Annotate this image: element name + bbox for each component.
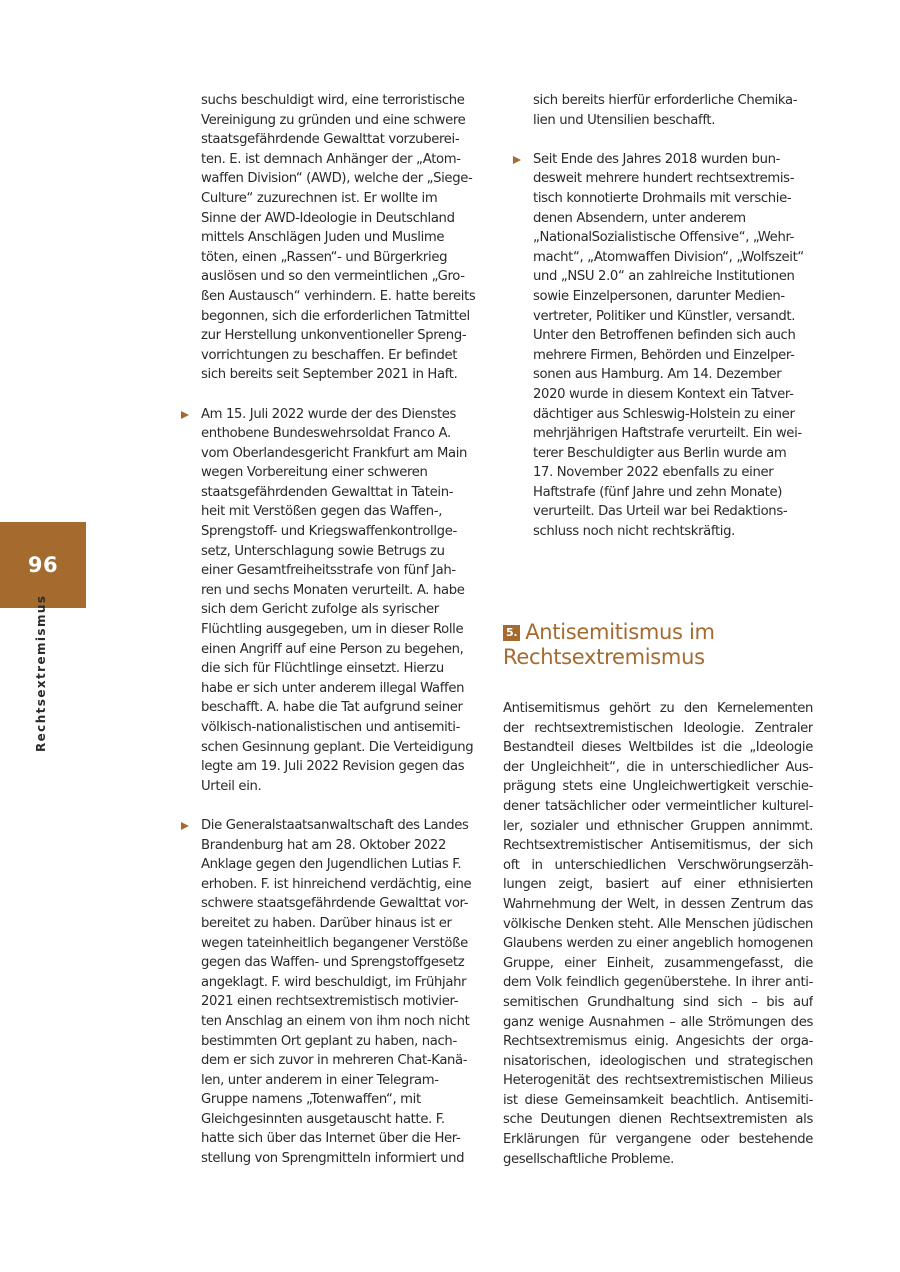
text-line: 17. November 2022 ebenfalls zu einer xyxy=(533,465,774,481)
text-line: 2021 einen rechtsextremistisch motivier- xyxy=(201,994,459,1010)
left-column xyxy=(201,91,485,1169)
text-line: Rechtsextremistischer Antisemitismus, der sich xyxy=(503,838,813,854)
text-line: Unter den Betroffenen befinden sich auch xyxy=(533,328,796,344)
text-line: begonnen, sich die erforderlichen Tatmittel xyxy=(201,308,470,324)
text-line: bereitet zu haben. Darüber hinaus ist er xyxy=(201,915,452,931)
section-title-line2: Rechtsextremismus xyxy=(503,645,705,669)
text-line: zur Herstellung unkonventioneller Spreng- xyxy=(201,328,467,344)
text-line: lungen zeigt, basiert auf einer ethnisierten xyxy=(503,877,813,893)
text-line: staatsgefährdenden Gewalttat in Tatein- xyxy=(201,484,454,500)
side-section-label: Rechtsextremismus xyxy=(34,594,48,752)
right-column xyxy=(533,91,819,542)
section-heading xyxy=(503,620,823,670)
text-line: habe er sich unter anderem illegal Waffen xyxy=(201,680,465,696)
bullet-triangle-icon xyxy=(181,411,189,419)
text-line: Sprengstoff- und Kriegswaffenkontrollge- xyxy=(201,524,457,540)
text-line: Gruppe, einer Einheit, zusammengefasst, die xyxy=(503,955,813,971)
text-line: Urteil ein. xyxy=(201,778,262,794)
text-line: Anklage gegen den Jugendlichen Lutias F. xyxy=(201,857,462,873)
text-line: Am 15. Juli 2022 wurde der des Dienstes xyxy=(201,406,457,422)
text-line: auslösen und so den vermeintlichen „Gro- xyxy=(201,269,465,285)
text-line: nisatorischen, ideologischen und strategischen xyxy=(503,1053,813,1069)
text-line: Die Generalstaatsanwaltschaft des Landes xyxy=(201,817,469,833)
text-line: völkische Denken steht. Alle Menschen jüdischen xyxy=(503,916,813,932)
text-line: Vereinigung zu gründen und eine schwere xyxy=(201,112,466,128)
text-line: suchs beschuldigt wird, eine terroristische xyxy=(201,93,465,108)
text-line: Wahrnehmung der Welt, in dessen Zentrum das xyxy=(503,896,813,912)
text-line: vorrichtungen zu beschaffen. Er befindet xyxy=(201,347,458,363)
text-line: ren und sechs Monaten verurteilt. A. habe xyxy=(201,582,465,598)
text-line: dem Volk feindlich gegenüberstehe. In ihrer anti- xyxy=(503,975,813,991)
text-line: Glaubens werden zu einer angeblich homogenen xyxy=(503,936,813,952)
text-line: ten Anschlag an einem von ihm noch nicht xyxy=(201,1013,470,1029)
text-line: gegen das Waffen- und Sprengstoffgesetz xyxy=(201,955,465,971)
text-line: oft in unterschiedlichen Verschwörungserzäh- xyxy=(503,857,813,873)
left-intro-paragraph xyxy=(201,91,485,385)
text-line: der rechtsextremistischen Ideologie. Zentraler xyxy=(503,720,813,736)
text-line: Sinne der AWD-Ideologie in Deutschland xyxy=(201,210,455,226)
text-line: Brandenburg hat am 28. Oktober 2022 xyxy=(201,837,446,853)
text-line: einer Gesamtfreiheitsstrafe von fünf Jah- xyxy=(201,563,456,579)
text-line: lien und Utensilien beschafft. xyxy=(533,112,716,128)
text-line: töten, einen „Rassen“- und Bürgerkrieg xyxy=(201,249,448,265)
text-line: Culture“ zuzurechnen ist. Er wollte im xyxy=(201,190,438,206)
text-line: Haftstrafe (fünf Jahre und zehn Monate) xyxy=(533,484,783,500)
text-line: schwere staatsgefährdende Gewalttat vor- xyxy=(201,896,469,912)
text-line: ganz wenige Ausnahmen – alle Strömungen des xyxy=(503,1014,813,1030)
text-line: hatte sich über das Internet über die Her- xyxy=(201,1131,461,1147)
text-line: Seit Ende des Jahres 2018 wurden bun- xyxy=(533,151,781,167)
bullet-text xyxy=(201,816,485,1169)
text-line: heit mit Verstößen gegen das Waffen-, xyxy=(201,504,443,520)
text-line: setz, Unterschlagung sowie Betrugs zu xyxy=(201,543,445,559)
text-line: völkisch-nationalistischen und antisemiti- xyxy=(201,720,460,735)
text-line: bestimmten Ort geplant zu haben, nach- xyxy=(201,1033,457,1049)
text-line: „NationalSozialistische Offensive“, „Wehr- xyxy=(533,230,795,246)
text-line: ist diese Gemeinsamkeit beachtlich. Antisemiti- xyxy=(503,1092,813,1108)
text-line: die sich für Flüchtlinge einsetzt. Hierzu xyxy=(201,661,444,677)
text-line: Gruppe namens „Totenwaffen“, mit xyxy=(201,1092,421,1108)
text-line: angeklagt. F. wird beschuldigt, im Frühjahr xyxy=(201,974,467,990)
text-line: vom Oberlandesgericht Frankfurt am Main xyxy=(201,445,468,461)
text-line: enthobene Bundeswehrsoldat Franco A. xyxy=(201,426,451,442)
bullet-text xyxy=(533,150,819,542)
text-line: wegen Vorbereitung einer schweren xyxy=(201,465,428,481)
text-line: sonen aus Hamburg. Am 14. Dezember xyxy=(533,367,782,383)
text-line: verurteilt. Das Urteil war bei Redaktions- xyxy=(533,504,788,520)
section-title-line1: Antisemitismus im xyxy=(525,620,715,644)
text-line: waffen Division“ (AWD), welche der „Siege- xyxy=(201,171,473,187)
text-line: sich bereits seit September 2021 in Haft. xyxy=(201,367,458,383)
right-intro-paragraph xyxy=(533,91,819,130)
section-body-paragraph xyxy=(503,699,813,1169)
text-line: erhoben. F. ist hinreichend verdächtig, eine xyxy=(201,876,472,892)
text-line: sich bereits hierfür erforderliche Chemika- xyxy=(533,93,798,108)
text-line: Rechtsextremismus einig. Angesichts der orga- xyxy=(503,1034,813,1050)
page-number: 96 xyxy=(27,553,59,577)
text-line: len, unter anderem in einer Telegram- xyxy=(201,1072,439,1088)
text-line: stellung von Sprengmitteln informiert und xyxy=(201,1151,465,1167)
text-line: dächtiger aus Schleswig-Holstein zu einer xyxy=(533,406,795,422)
text-line: mehrjährigen Haftstrafe verurteilt. Ein wei- xyxy=(533,426,802,442)
text-line: dem er sich zuvor in mehreren Chat-Kanä- xyxy=(201,1053,468,1069)
text-line: Erklärungen für vergangene oder bestehende xyxy=(503,1132,813,1148)
bullet-triangle-icon xyxy=(181,822,189,830)
text-line: macht“, „Atomwaffen Division“, „Wolfszeit“ xyxy=(533,249,804,265)
text-line: beschafft. A. habe die Tat aufgrund seiner xyxy=(201,700,463,716)
text-line: der Ungleichheit“, die in unterschiedlicher Aus- xyxy=(503,759,813,775)
text-line: ßen Austausch“ verhindern. E. hatte bereits xyxy=(201,288,476,304)
bullet-item xyxy=(533,150,819,542)
text-line: prägung stets eine Ungleichwertigkeit verschie- xyxy=(503,779,813,795)
text-line: vertreter, Politiker und Künstler, versandt. xyxy=(533,308,796,324)
text-line: denen Absendern, unter anderem xyxy=(533,210,746,226)
text-line: legte am 19. Juli 2022 Revision gegen das xyxy=(201,759,465,775)
bullet-item xyxy=(201,405,485,797)
text-line: semitischen Grundhaltung sind sich – bis auf xyxy=(503,994,813,1010)
text-line: desweit mehrere hundert rechtsextremis- xyxy=(533,171,795,187)
text-line: dener tatsächlicher oder vermeintlicher kulturel- xyxy=(503,798,813,814)
section-number-badge: 5. xyxy=(503,625,520,641)
text-line: ler, sozialer und ethnischer Gruppen annimmt. xyxy=(503,818,813,834)
text-line: schluss noch nicht rechtskräftig. xyxy=(533,524,735,540)
text-line: Gleichgesinnten ausgetauscht hatte. F. xyxy=(201,1111,445,1127)
text-line: mehrere Firmen, Behörden und Einzelper- xyxy=(533,347,795,363)
text-line: Heterogenität des rechtsextremistischen Milieus xyxy=(503,1073,813,1089)
text-line: staatsgefährdende Gewalttat vorzuberei- xyxy=(201,132,460,148)
text-line: sich dem Gericht zufolge als syrischer xyxy=(201,602,439,618)
text-line: schen Gesinnung geplant. Die Verteidigung xyxy=(201,739,474,755)
text-line: tisch konnotierte Drohmails mit verschie- xyxy=(533,190,792,206)
text-line: ten. E. ist demnach Anhänger der „Atom- xyxy=(201,151,461,167)
text-line: einen Angriff auf eine Person zu begehen, xyxy=(201,641,464,657)
text-line: sche Deutungen dienen Rechtsextremisten als xyxy=(503,1112,813,1128)
text-line: und „NSU 2.0“ an zahlreiche Institutionen xyxy=(533,269,795,285)
text-line: wegen tateinheitlich begangener Verstöße xyxy=(201,935,468,951)
bullet-text xyxy=(201,405,485,797)
text-line: Flüchtling ausgegeben, um in dieser Rolle xyxy=(201,622,464,638)
text-line: gesellschaftliche Probleme. xyxy=(503,1151,674,1167)
text-line: 2020 wurde in diesem Kontext ein Tatver- xyxy=(533,386,794,402)
text-line: mittels Anschlägen Juden und Muslime xyxy=(201,230,445,246)
text-line: sowie Einzelpersonen, darunter Medien- xyxy=(533,288,785,304)
text-line: Bestandteil dieses Weltbildes ist die „Ideologie xyxy=(503,740,813,756)
text-line: Antisemitismus gehört zu den Kernelementen xyxy=(503,701,813,716)
text-line: terer Beschuldigter aus Berlin wurde am xyxy=(533,445,787,461)
bullet-triangle-icon xyxy=(513,156,521,164)
bullet-item xyxy=(201,816,485,1169)
